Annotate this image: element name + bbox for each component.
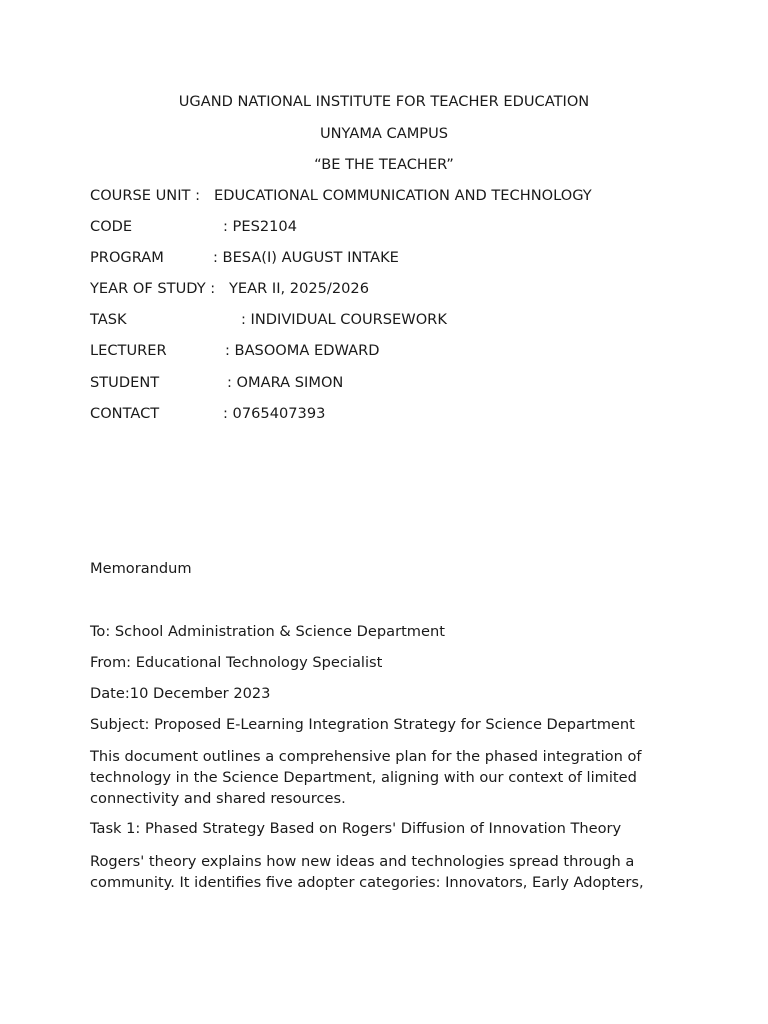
memo-date: Date:10 December 2023 — [90, 685, 271, 702]
field-value: EDUCATIONAL COMMUNICATION AND TECHNOLOGY — [214, 187, 592, 204]
field-label: YEAR OF STUDY : — [90, 280, 216, 297]
field-label: STUDENT — [90, 374, 160, 391]
field-value: : OMARA SIMON — [227, 374, 344, 391]
field-label: LECTURER — [90, 342, 167, 359]
memo-subject: Subject: Proposed E-Learning Integration Strategy for Science Department — [90, 716, 635, 733]
field-label: CODE — [90, 218, 133, 235]
memo-intro-paragraph: This document outlines a comprehensive plan for the phased integration of technology in the Science Department, aligning with our context of limited connectivity and shared resources. — [90, 748, 642, 807]
task-heading: Task 1: Phased Strategy Based on Rogers' Diffusion of Innovation Theory — [90, 820, 622, 837]
memo-from: From: Educational Technology Specialist — [90, 654, 383, 671]
field-value: : BESA(I) AUGUST INTAKE — [213, 249, 399, 266]
field-label: PROGRAM — [90, 249, 164, 266]
memo-heading: Memorandum — [90, 560, 192, 577]
field-value: : INDIVIDUAL COURSEWORK — [241, 311, 447, 328]
institute-title: UGAND NATIONAL INSTITUTE FOR TEACHER EDUCATION — [178, 93, 590, 110]
memo-to: To: School Administration & Science Department — [90, 623, 445, 640]
motto: “BE THE TEACHER” — [314, 156, 454, 173]
memo-body-paragraph: Rogers' theory explains how new ideas and technologies spread through a community. It identifies five adopter categories: Innovators, Early Adopters, — [90, 853, 644, 891]
field-value: : PES2104 — [223, 218, 297, 235]
campus-title: UNYAMA CAMPUS — [319, 125, 449, 142]
field-label: COURSE UNIT : — [90, 187, 200, 204]
field-value: : BASOOMA EDWARD — [225, 342, 380, 359]
field-label: TASK — [90, 311, 127, 328]
field-value: : 0765407393 — [223, 405, 326, 422]
field-value: YEAR II, 2025/2026 — [229, 280, 369, 297]
field-label: CONTACT — [90, 405, 160, 422]
